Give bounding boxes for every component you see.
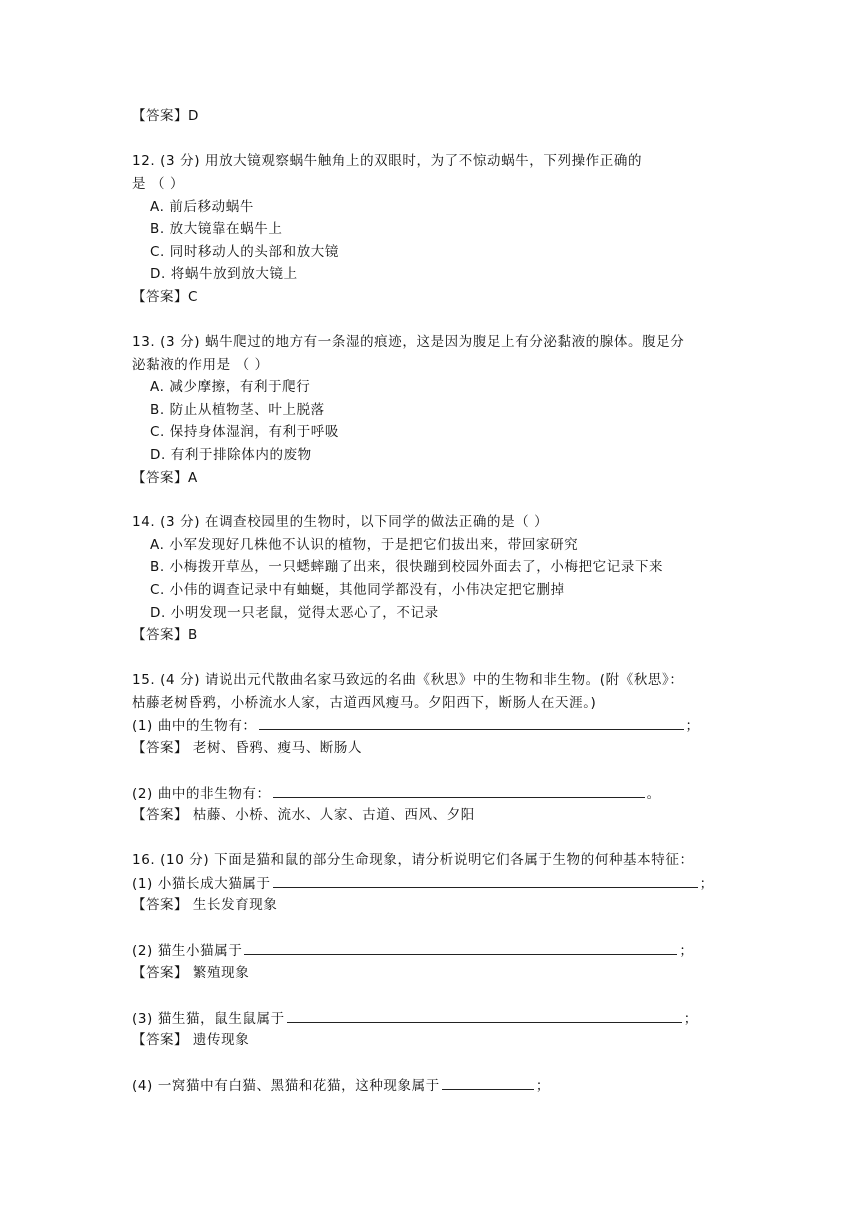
q16-sub4-end: ；: [535, 1078, 550, 1094]
q15-sub2-end: 。: [646, 786, 661, 802]
answer-label: 【答案】: [132, 897, 188, 913]
q16-sub3-prompt: (3) 猫生猫，鼠生鼠属于: [132, 1011, 285, 1027]
q16-sub4-prompt: (4) 一窝猫中有白猫、黑猫和花猫，这种现象属于: [132, 1078, 440, 1094]
answer-label: 【答案】: [132, 965, 188, 981]
q14-answer: [132, 625, 198, 645]
q16-sub3: [132, 1008, 698, 1029]
q14-option-c: C. 小伟的调查记录中有蚰蜒，其他同学都没有，小伟决定把它删掉: [150, 582, 565, 598]
q16-sub1: [132, 873, 714, 894]
answer-label: 【答案】: [132, 1032, 188, 1048]
q13-answer: [132, 468, 198, 488]
q12-option-d: D. 将蜗牛放到放大镜上: [150, 266, 298, 282]
q14-option-b: B. 小梅拨开草丛，一只蟋蟀蹦了出来，很快蹦到校园外面去了，小梅把它记录下来: [150, 559, 664, 575]
q12-stem-line1: 12. (3 分) 用放大镜观察蜗牛触角上的双眼时，为了不惊动蜗牛，下列操作正确的: [132, 153, 643, 169]
q13-option-c: C. 保持身体湿润，有利于呼吸: [150, 424, 340, 440]
answer-value: 生长发育现象: [188, 897, 278, 913]
q16-sub3-answer: [132, 1030, 249, 1050]
answer-label: 【答案】: [132, 807, 188, 823]
q11-answer: [132, 106, 199, 126]
answer-value: D: [188, 108, 199, 124]
answer-value: 繁殖现象: [188, 965, 250, 981]
q13-option-b: B. 防止从植物茎、叶上脱落: [150, 402, 325, 418]
answer-value: B: [188, 627, 198, 643]
q15-sub2-answer: [132, 805, 475, 825]
q16-sub3-end: ；: [683, 1011, 698, 1027]
q16-sub2: [132, 940, 694, 961]
answer-value: C: [188, 289, 199, 305]
answer-label: 【答案】: [132, 470, 188, 486]
q13-stem-line2: 泌黏液的作用是 （ ）: [132, 357, 269, 373]
q13-option-a: A. 减少摩擦，有利于爬行: [150, 379, 311, 395]
q16-sub4-blank[interactable]: [442, 1075, 534, 1090]
q15-sub1-blank[interactable]: [259, 715, 684, 730]
q15-sub1-answer: [132, 738, 362, 758]
answer-label: 【答案】: [132, 289, 188, 305]
q16-sub1-answer: [132, 895, 278, 915]
q13-stem-line1: 13. (3 分) 蜗牛爬过的地方有一条湿的痕迹，这是因为腹足上有分泌黏液的腺体。腹足分: [132, 334, 685, 350]
q16-sub1-blank[interactable]: [273, 873, 698, 888]
q15-stem-line1: 15. (4 分) 请说出元代散曲名家马致远的名曲《秋思》中的生物和非生物。(附《秋思》：: [132, 672, 684, 688]
q16-stem-line1: 16. (10 分) 下面是猫和鼠的部分生命现象，请分析说明它们各属于生物的何种基本特征：: [132, 852, 694, 868]
q12-option-a: A. 前后移动蜗牛: [150, 199, 254, 215]
q16-sub2-answer: [132, 963, 249, 983]
q16-sub2-end: ；: [679, 943, 694, 959]
q16-sub2-blank[interactable]: [244, 940, 677, 955]
answer-value: 枯藤、小桥、流水、人家、古道、西风、夕阳: [188, 807, 475, 823]
q12-stem-line2: 是 （ ）: [132, 176, 185, 192]
answer-value: 老树、昏鸦、瘦马、断肠人: [188, 740, 363, 756]
q15-sub2: [132, 783, 661, 804]
q14-option-a: A. 小军发现好几株他不认识的植物，于是把它们拔出来，带回家研究: [150, 537, 579, 553]
answer-value: A: [188, 470, 198, 486]
q13-option-d: D. 有利于排除体内的废物: [150, 447, 312, 463]
q16-sub1-end: ；: [699, 876, 714, 892]
q15-sub2-blank[interactable]: [273, 783, 645, 798]
q12-option-c: C. 同时移动人的头部和放大镜: [150, 244, 340, 260]
answer-label: 【答案】: [132, 740, 188, 756]
q12-option-b: B. 放大镜靠在蜗牛上: [150, 221, 283, 237]
q16-sub2-prompt: (2) 猫生小猫属于: [132, 943, 243, 959]
q15-sub1-prompt: (1) 曲中的生物有：: [132, 718, 257, 734]
q15-sub2-prompt: (2) 曲中的非生物有：: [132, 786, 271, 802]
q16-sub4: [132, 1075, 550, 1096]
answer-label: 【答案】: [132, 108, 188, 124]
q16-sub3-blank[interactable]: [287, 1008, 682, 1023]
q15-sub1-end: ；: [685, 718, 700, 734]
q15-sub1: [132, 715, 700, 736]
answer-label: 【答案】: [132, 627, 188, 643]
q12-answer: [132, 287, 198, 307]
q14-option-d: D. 小明发现一只老鼠，觉得太恶心了，不记录: [150, 605, 439, 621]
q15-stem-line2: 枯藤老树昏鸦，小桥流水人家，古道西风瘦马。夕阳西下，断肠人在天涯。): [132, 695, 597, 711]
q14-stem-line1: 14. (3 分) 在调查校园里的生物时，以下同学的做法正确的是（ ）: [132, 514, 549, 530]
q16-sub1-prompt: (1) 小猫长成大猫属于: [132, 876, 271, 892]
answer-value: 遗传现象: [188, 1032, 250, 1048]
